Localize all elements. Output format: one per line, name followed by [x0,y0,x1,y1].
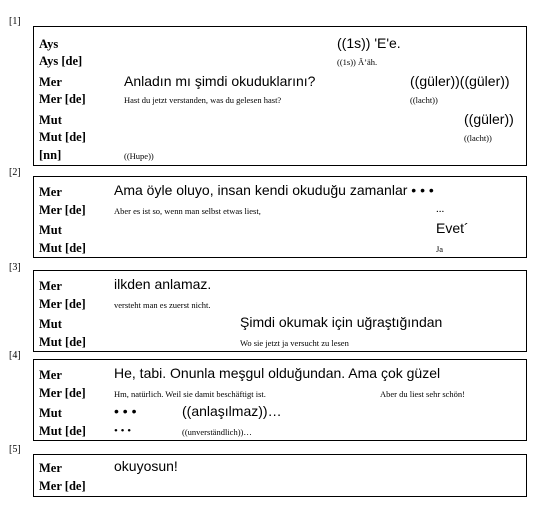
translation: Aber es ist so, wenn man selbst etwas liest, [114,206,261,216]
translation: ((Hupe)) [124,151,154,161]
block-number: [4] [9,350,21,361]
utterance: Anladın mı şimdi okuduklarını? [124,73,316,89]
translation: Hm, natürlich. Weil sie damit beschäftigt ist. [114,389,266,399]
tier-row [34,477,526,493]
tier-row [34,73,526,91]
utterance: ((anlaşılmaz))… [182,403,282,419]
translation: ((lacht)) [464,133,492,143]
block-number: [2] [9,167,21,178]
score-block-3 [33,270,527,352]
utterance: Şimdi okumak için uğraştığından [240,314,443,330]
speaker-label: Mer [39,368,62,382]
speaker-label: Mut [39,113,62,127]
speaker-label: Mut [39,223,62,237]
speaker-label: Mer [de] [39,297,86,311]
tier-row [34,148,526,164]
tier-row [34,333,526,349]
tier-row [34,54,526,70]
block-number: [1] [9,16,21,27]
translation: • • • [114,425,132,437]
translation: Aber du liest sehr schön! [380,389,465,399]
translation: Hast du jetzt verstanden, was du gelesen hast? [124,95,282,105]
block-number: [5] [9,444,21,455]
tier-row [34,35,526,53]
utterance: okuyosun! [114,458,178,474]
tier-row [34,384,526,400]
speaker-label: Mut [39,317,62,331]
tier-row [34,201,526,217]
score-block-1 [33,26,527,166]
score-block-2 [33,176,527,258]
speaker-label: Mut [de] [39,241,86,255]
speaker-label: Mer [de] [39,479,86,493]
tier-row [34,182,526,200]
utterance: He, tabi. Onunla meşgul olduğundan. Ama çok güzel [114,365,441,381]
speaker-label: Mut [39,406,62,420]
tier-row [34,92,526,108]
tier-row [34,365,526,383]
speaker-label: Mut [de] [39,335,86,349]
tier-row [34,111,526,129]
translation: ... [436,203,445,215]
utterance: ((güler)) [464,111,514,127]
tier-row [34,276,526,294]
speaker-label: Mer [39,279,62,293]
tier-row [34,130,526,146]
score-block-4 [33,359,527,441]
speaker-label: [nn] [39,148,62,162]
utterance: ilkden anlamaz. [114,276,212,292]
translation: ((unverständlich))… [182,427,252,437]
score-block-5 [33,454,527,497]
speaker-label: Mer [39,75,62,89]
speaker-label: Mer [39,185,62,199]
translation: ((1s)) Äʼäh. [337,57,378,67]
utterance: • • • [114,403,137,419]
tier-row [34,403,526,421]
tier-row [34,458,526,476]
tier-row [34,422,526,438]
utterance: ((güler))((güler)) [410,73,510,89]
translation: Wo sie jetzt ja versucht zu lesen [240,338,349,348]
speaker-label: Mer [de] [39,92,86,106]
translation: versteht man es zuerst nicht. [114,300,211,310]
speaker-label: Ays [de] [39,54,83,68]
utterance: Evet´ [436,220,469,236]
speaker-label: Mer [39,461,62,475]
tier-row [34,239,526,255]
speaker-label: Mut [de] [39,130,86,144]
tier-row [34,220,526,238]
tier-row [34,314,526,332]
speaker-label: Mut [de] [39,424,86,438]
utterance: ((1s)) 'E'e. [337,35,401,51]
speaker-label: Mer [de] [39,203,86,217]
tier-row [34,295,526,311]
utterance: Ama öyle oluyo, insan kendi okuduğu zamanlar • • • [114,182,434,198]
speaker-label: Mer [de] [39,386,86,400]
block-number: [3] [9,262,21,273]
translation: Ja [436,244,444,254]
translation: ((lacht)) [410,95,438,105]
speaker-label: Ays [39,37,59,51]
